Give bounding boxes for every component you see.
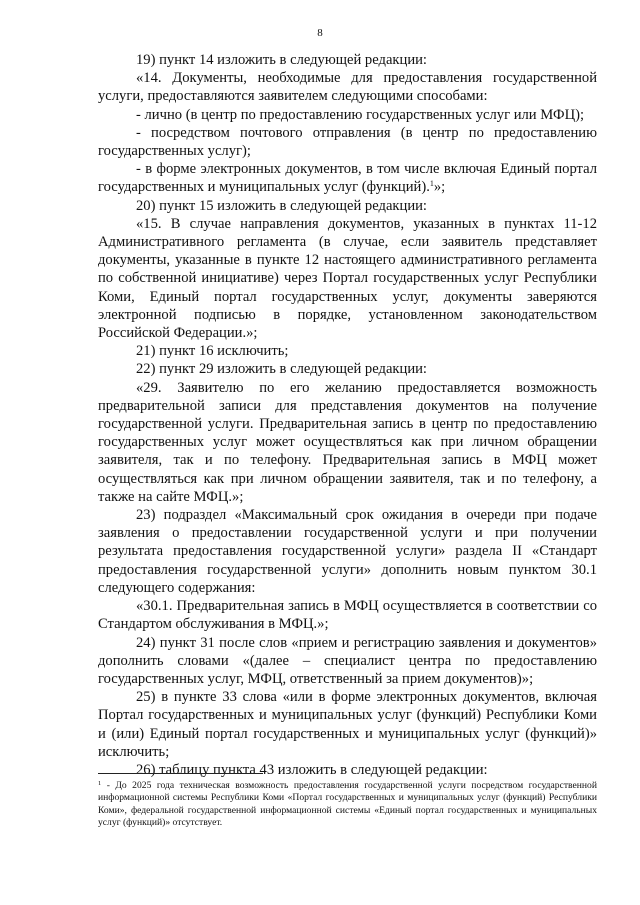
list-item-electronic-tail: »; [433, 179, 446, 196]
document-body [98, 51, 597, 779]
footnote [98, 780, 597, 830]
footnote-text: - До 2025 года техническая возможность предоставления государственной услуги посредством государственной информационной системы Республики Коми «Портал государственных и муниципальных услуг (функций) Республики Коми», федеральной государственной информационной системы «Единый портал государственных и муниципальных услуг (функций)» отсутствует. [98, 780, 597, 829]
paragraph-item-15: «15. В случае направления документов, указанных в пунктах 11-12 Административного регламента (в случае, если заявитель представляет документы, указанные в пункте 12 настоящего административного регламента по собственной инициативе) через Портал государственных услуг Республики Коми, Единый портал государственных услуг, документы заверяются электронной подписью в порядке, установленном законодательством Российской Федерации.»; [98, 215, 597, 342]
paragraph-item-14: «14. Документы, необходимые для предоставления государственной услуги, предоставляются заявителем следующими способами: [98, 70, 597, 105]
paragraph-item-29: «29. Заявителю по его желанию предоставляется возможность предварительной записи для представления документов на получение государственной услуги. Предварительная запись в центр по предоставлению государственных услуг может осуществляться как при личном обращении заявителя, так и по телефону. Предварительная запись в МФЦ может осуществляться как при личном обращении заявителя, так и по телефону, а также на сайте МФЦ.»; [98, 379, 597, 505]
paragraph-23: 23) подраздел «Максимальный срок ожидания в очереди при подаче заявления о предоставлении государственной услуги и при получении результата предоставления государственной услуги» раздела II «Стандарт предоставления государственной услуги» дополнить новым пунктом 30.1 следующего содержания: [98, 507, 597, 596]
list-item-electronic [98, 160, 597, 196]
list-item-in-person: - лично (в центр по предоставлению государственных услуг или МФЦ); [136, 106, 585, 123]
paragraph-21: 21) пункт 16 исключить; [136, 343, 289, 360]
list-item-by-mail: - посредством почтового отправления (в центр по предоставлению государственных услуг); [98, 124, 597, 160]
footnote-reference[interactable]: 1 [429, 179, 434, 189]
paragraph-26: 26) таблицу пункта 43 изложить в следующей редакции: [136, 761, 488, 778]
paragraph-25: 25) в пункте 33 слова «или в форме электронных документов, включая Портал государственных и муниципальных услуг (функций) Республики Коми и (или) Единый портал государственных и муниципальных услуг (функций)» исключить; [98, 689, 597, 760]
paragraph-20: 20) пункт 15 изложить в следующей редакции: [136, 197, 427, 214]
paragraph-24: 24) пункт 31 после слов «прием и регистрацию заявления и документов» дополнить словами «(далее – специалист центра по предоставлению государственных услуг, МФЦ, ответственный за прием документов)»; [98, 634, 597, 687]
paragraph-19: 19) пункт 14 изложить в следующей редакции: [136, 52, 427, 68]
list-item-electronic-text: - в форме электронных документов, в том числе включая Единый портал государственных и муниципальных услуг (функций). [98, 161, 597, 196]
footnote-divider [98, 773, 263, 774]
page-number: 8 [317, 27, 323, 39]
paragraph-item-30-1: «30.1. Предварительная запись в МФЦ осуществляется в соответствии со Стандартом обслуживания в МФЦ.»; [98, 598, 597, 633]
footnote-marker: 1 [98, 780, 102, 787]
paragraph-22: 22) пункт 29 изложить в следующей редакции: [136, 361, 427, 378]
